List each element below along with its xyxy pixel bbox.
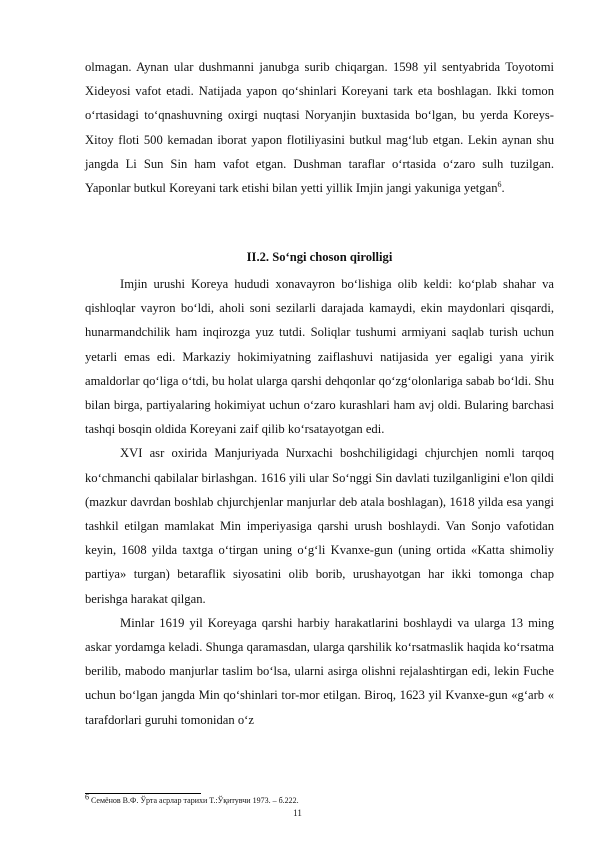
paragraph-intro-text: olmagan. Aynan ular dushmanni janubga surib chiqargan. 1598 yil sentyabrida Toyotomi Xideyosi vafot etadi. Natijada yapon qo‘shinlari Koreyani tark eta boshlagan. Ikki tomon o‘rtasidagi to‘qnashuvning oxirgi nuqtasi Noryanjin buxtasida bo‘lgan, bu yerda Koreys-Xitoy floti 500 kemadan iborat yapon flotiliyasini butkul mag‘lub etgan. Lekin aynan shu jangda Li Sun Sin ham vafot etgan. Dushman taraflar o‘rtasida o‘zaro sulh tuzilgan. Yaponlar butkul Koreyani tark etishi bilan yetti yillik Imjin jangi yakuniga yetgan (85, 60, 554, 196)
footnote-divider (85, 793, 201, 794)
footnote-text: Семёнов В.Ф. Ўрта асрлар тарихи Т.:Ўқитувчи 1973. – б.222. (89, 796, 299, 805)
section-body (85, 272, 554, 732)
paragraph-manchu: XVI asr oxirida Manjuriyada Nurxachi boshchiligidagi chjurchjen nomli tarqoq ko‘chmanchi qabilalar birlashgan. 1616 yili ular So‘nggi Sin davlati tuzilganligini e'lon qildi (mazkur davrdan boshlab chjurchjenlar manjurlar deb atala boshlagan), 1618 yilda esa yangi tashkil etilgan mamlakat Min imperiyasiga qarshi urush boshlaydi. Van Sonjo vafotidan keyin, 1608 yilda taxtga o‘tirgan uning o‘g‘li Kvanxe-gun (uning ortida «Katta shimoliy partiya» turgan) betaraflik siyosatini olib borib, urushayotgan har ikki tomonga chap berishga harakat qilgan. (85, 446, 554, 606)
page-number: 11 (293, 808, 302, 818)
footnote (85, 792, 554, 806)
paragraph-min: Minlar 1619 yil Koreyaga qarshi harbiy harakatlarini boshlaydi va ularga 13 ming askar yordamga keladi. Shunga qaramasdan, ularga qarshilik ko‘rsatmaslik haqida ko‘rsatma berilib, mabodo manjurlar taslim bo‘lsa, ularni asirga olishni rejalashtirgan edi, lekin Fuche uchun bo‘lgan jangda Min qo‘shinlari tor-mor etilgan. Biroq, 1623 yil Kvanxe-gun «g‘arb « tarafdorlari guruhi tomonidan o‘z (85, 615, 554, 727)
footnote-number: 6 (85, 792, 89, 802)
paragraph-intro (85, 55, 554, 200)
section-heading: II.2. So‘ngi choson qirolligi (246, 250, 393, 264)
paragraph-imjin: Imjin urushi Koreya hududi xonavayron bo‘lishiga olib keldi: ko‘plab shahar va qishloqlar vayron bo‘ldi, aholi soni sezilarli darajada kamaydi, ekin maydonlari qisqardi, hunarmandchilik ham inqirozga yuz tutdi. Soliqlar tushumi armiyani saqlab turish uchun yetarli emas edi. Markaziy hokimiyatning zaiflashuvi natijasida yer egaligi yana yirik amaldorlar qo‘liga o‘tdi, bu holat ularga qarshi dehqonlar qo‘zg‘olonlariga sabab bo‘ldi. Shu bilan birga, partiyalaring hokimiyat uchun o‘zaro kurashlari ham avj oldi. Bularing barchasi tashqi bosqin oldida Koreyani zaif qilib ko‘rsatayotgan edi. (85, 277, 554, 437)
footnote-reference[interactable]: 6 (497, 179, 502, 189)
paragraph-intro-end: . (501, 181, 505, 196)
